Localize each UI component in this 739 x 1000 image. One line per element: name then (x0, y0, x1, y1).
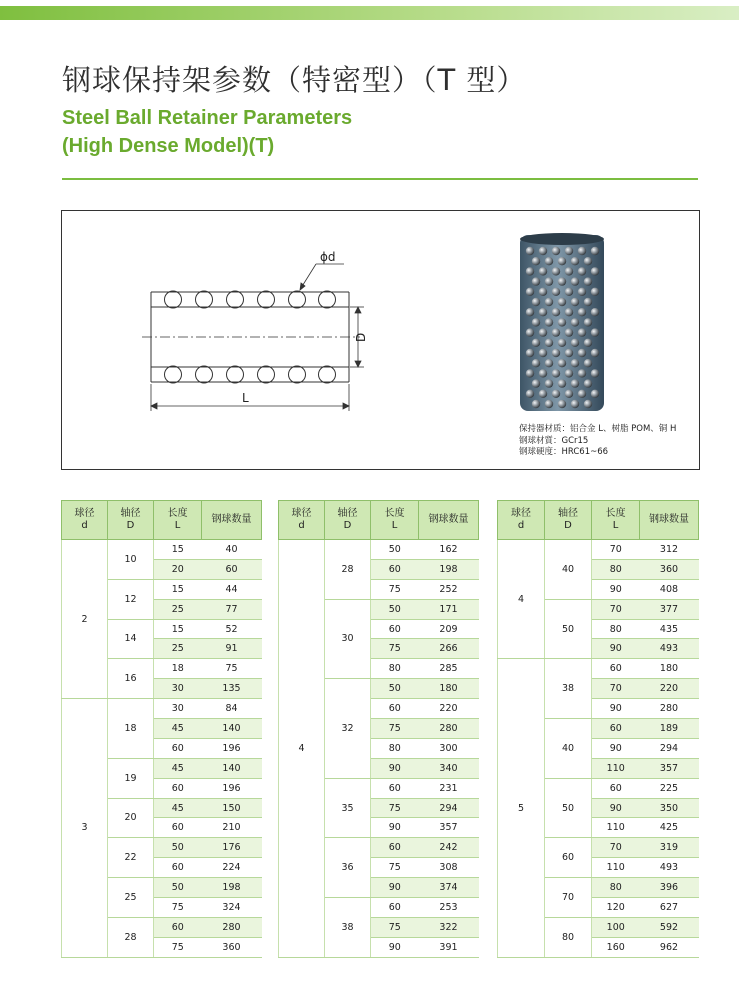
length-cell: 90 (371, 758, 419, 778)
steel-ball-mark (565, 328, 573, 336)
steel-ball-mark (578, 349, 586, 357)
ball-count-cell: 391 (419, 937, 479, 957)
shaft-diameter-cell: 20 (108, 798, 154, 838)
ball-count-cell: 435 (640, 619, 699, 639)
length-cell: 90 (592, 798, 640, 818)
steel-ball-mark (584, 298, 592, 306)
steel-ball-mark (532, 277, 540, 285)
ball-count-cell: 360 (202, 937, 262, 957)
length-cell: 80 (371, 738, 419, 758)
length-cell: 75 (154, 898, 202, 918)
length-cell: 110 (592, 758, 640, 778)
ball-count-cell: 135 (202, 679, 262, 699)
ball-count-cell: 84 (202, 699, 262, 719)
ball-count-cell: 196 (202, 738, 262, 758)
steel-ball-mark (545, 298, 553, 306)
steel-ball-mark (558, 257, 566, 265)
header-shaft-diameter: 轴径 D (108, 501, 154, 540)
length-cell: 50 (371, 540, 419, 560)
shaft-diameter-cell: 60 (545, 838, 592, 878)
length-cell: 90 (371, 878, 419, 898)
length-cell: 60 (371, 898, 419, 918)
dim-label-phi-d: ϕd (320, 250, 336, 264)
table-row (279, 540, 479, 560)
ball-count-cell: 493 (640, 858, 699, 878)
steel-ball-mark (545, 379, 553, 387)
steel-ball-mark (571, 359, 579, 367)
steel-ball-mark (545, 400, 553, 408)
shaft-diameter-cell: 35 (325, 778, 371, 838)
ball-count-cell: 324 (202, 898, 262, 918)
length-cell: 15 (154, 540, 202, 560)
steel-ball-mark (584, 257, 592, 265)
top-accent-bar (0, 6, 739, 20)
shaft-diameter-cell: 80 (545, 917, 592, 957)
steel-ball-mark (552, 369, 560, 377)
steel-ball-mark (552, 267, 560, 275)
shaft-diameter-cell: 22 (108, 838, 154, 878)
steel-ball-mark (532, 298, 540, 306)
steel-ball-mark (591, 308, 599, 316)
steel-ball-mark (565, 267, 573, 275)
ball-count-cell: 285 (419, 659, 479, 679)
length-cell: 110 (592, 858, 640, 878)
steel-ball-mark (552, 349, 560, 357)
ball-count-cell: 150 (202, 798, 262, 818)
ball-count-cell: 77 (202, 599, 262, 619)
length-cell: 60 (371, 699, 419, 719)
steel-ball-mark (565, 247, 573, 255)
header-shaft-diameter: 轴径 D (325, 501, 371, 540)
header-length: 长度 L (371, 501, 419, 540)
length-cell: 75 (371, 858, 419, 878)
ball-count-cell: 40 (202, 540, 262, 560)
dim-label-D: D (354, 332, 368, 342)
length-cell: 80 (592, 559, 640, 579)
steel-ball-mark (584, 400, 592, 408)
ball-count-cell: 225 (640, 778, 699, 798)
steel-ball-mark (565, 390, 573, 398)
steel-ball-mark (552, 288, 560, 296)
steel-ball-mark (584, 277, 592, 285)
length-cell: 15 (154, 619, 202, 639)
ball-count-cell: 242 (419, 838, 479, 858)
shaft-diameter-cell: 38 (545, 659, 592, 719)
ball-count-cell: 140 (202, 758, 262, 778)
ball-count-cell: 266 (419, 639, 479, 659)
steel-ball-mark (545, 257, 553, 265)
length-cell: 60 (371, 559, 419, 579)
length-cell: 110 (592, 818, 640, 838)
material-specs (519, 424, 676, 459)
ball-count-cell: 252 (419, 579, 479, 599)
shaft-diameter-cell: 14 (108, 619, 154, 659)
steel-ball-mark (552, 328, 560, 336)
steel-ball-mark (571, 339, 579, 347)
shaft-diameter-cell: 16 (108, 659, 154, 699)
length-cell: 15 (154, 579, 202, 599)
steel-ball-mark (591, 390, 599, 398)
steel-ball-mark (591, 369, 599, 377)
steel-ball-mark (584, 359, 592, 367)
steel-ball-mark (526, 390, 534, 398)
ball-count-cell: 180 (419, 679, 479, 699)
ball-count-cell: 319 (640, 838, 699, 858)
length-cell: 75 (371, 917, 419, 937)
length-cell: 75 (371, 579, 419, 599)
steel-ball-mark (532, 318, 540, 326)
steel-ball-mark (558, 359, 566, 367)
steel-ball-mark (539, 390, 547, 398)
ball-count-cell: 60 (202, 559, 262, 579)
steel-ball-mark (552, 390, 560, 398)
steel-ball-mark (539, 369, 547, 377)
spec-table-3 (497, 500, 699, 958)
ball-count-cell: 280 (202, 917, 262, 937)
steel-ball-mark (591, 267, 599, 275)
length-cell: 70 (592, 679, 640, 699)
steel-ball-mark (532, 400, 540, 408)
ball-count-cell: 308 (419, 858, 479, 878)
ball-count-cell: 322 (419, 917, 479, 937)
shaft-diameter-cell: 25 (108, 878, 154, 918)
steel-ball-mark (539, 288, 547, 296)
header-ball-diameter: 球径 d (62, 501, 108, 540)
ball-count-cell: 350 (640, 798, 699, 818)
ball-count-cell: 198 (202, 878, 262, 898)
length-cell: 70 (592, 599, 640, 619)
header-ball-diameter: 球径 d (498, 501, 545, 540)
steel-ball-mark (532, 359, 540, 367)
length-cell: 80 (371, 659, 419, 679)
length-cell: 90 (592, 738, 640, 758)
length-cell: 90 (592, 639, 640, 659)
steel-ball-mark (578, 267, 586, 275)
header-length: 长度 L (592, 501, 640, 540)
steel-ball-mark (571, 379, 579, 387)
length-cell: 45 (154, 798, 202, 818)
length-cell: 50 (154, 878, 202, 898)
length-cell: 50 (371, 599, 419, 619)
table-row (498, 659, 699, 679)
length-cell: 60 (154, 917, 202, 937)
length-cell: 60 (154, 818, 202, 838)
length-cell: 60 (154, 778, 202, 798)
spec-table-1 (61, 500, 262, 958)
steel-ball-mark (552, 247, 560, 255)
steel-ball-mark (584, 318, 592, 326)
spec-table-2 (278, 500, 479, 958)
ball-diameter-cell: 2 (62, 540, 108, 699)
steel-ball-mark (545, 277, 553, 285)
steel-ball-mark (558, 277, 566, 285)
ball-count-cell: 340 (419, 758, 479, 778)
table-row (62, 540, 262, 560)
ball-count-cell: 280 (419, 719, 479, 739)
ball-count-cell: 210 (202, 818, 262, 838)
steel-ball-mark (526, 328, 534, 336)
shaft-diameter-cell: 36 (325, 838, 371, 898)
steel-ball-mark (526, 267, 534, 275)
length-cell: 45 (154, 719, 202, 739)
length-cell: 120 (592, 898, 640, 918)
header-length: 长度 L (154, 501, 202, 540)
length-cell: 18 (154, 659, 202, 679)
shaft-diameter-cell: 10 (108, 540, 154, 580)
shaft-diameter-cell: 32 (325, 679, 371, 778)
shaft-diameter-cell: 18 (108, 699, 154, 759)
length-cell: 75 (371, 639, 419, 659)
length-cell: 25 (154, 599, 202, 619)
ball-count-cell: 180 (640, 659, 699, 679)
ball-count-cell: 220 (640, 679, 699, 699)
steel-ball-mark (539, 308, 547, 316)
steel-ball-mark (539, 349, 547, 357)
ball-diameter-cell: 3 (62, 699, 108, 958)
steel-ball-mark (545, 339, 553, 347)
title-divider (62, 178, 698, 180)
length-cell: 20 (154, 559, 202, 579)
steel-ball-mark (558, 298, 566, 306)
steel-ball-mark (571, 318, 579, 326)
steel-ball-mark (545, 359, 553, 367)
page-title-en-line1: Steel Ball Retainer Parameters (62, 107, 353, 129)
length-cell: 60 (592, 778, 640, 798)
ball-count-cell: 962 (640, 937, 699, 957)
length-cell: 80 (592, 619, 640, 639)
length-cell: 75 (371, 719, 419, 739)
shaft-diameter-cell: 70 (545, 878, 592, 918)
ball-count-cell: 75 (202, 659, 262, 679)
length-cell: 60 (154, 738, 202, 758)
length-cell: 45 (154, 758, 202, 778)
steel-ball-mark (558, 400, 566, 408)
steel-ball-mark (539, 328, 547, 336)
page-title-en-line2: (High Dense Model)(T) (62, 135, 275, 157)
length-cell: 30 (154, 679, 202, 699)
length-cell: 90 (371, 818, 419, 838)
ball-count-cell: 592 (640, 917, 699, 937)
steel-ball-mark (591, 328, 599, 336)
ball-count-cell: 396 (640, 878, 699, 898)
shaft-diameter-cell: 28 (325, 540, 371, 600)
ball-count-cell: 374 (419, 878, 479, 898)
header-ball-count: 钢球数量 (419, 501, 479, 540)
steel-ball-mark (571, 257, 579, 265)
ball-count-cell: 140 (202, 719, 262, 739)
table-row (498, 540, 699, 560)
ball-count-cell: 312 (640, 540, 699, 560)
steel-ball-mark (571, 277, 579, 285)
ball-count-cell: 280 (640, 699, 699, 719)
length-cell: 50 (371, 679, 419, 699)
steel-ball-mark (558, 318, 566, 326)
ball-count-cell: 360 (640, 559, 699, 579)
length-cell: 30 (154, 699, 202, 719)
steel-ball-mark (539, 267, 547, 275)
length-cell: 50 (154, 838, 202, 858)
steel-ball-mark (565, 308, 573, 316)
steel-ball-mark (558, 379, 566, 387)
ball-count-cell: 253 (419, 898, 479, 918)
ball-count-cell: 198 (419, 559, 479, 579)
steel-ball-mark (532, 257, 540, 265)
material-retainer: 保持器材质：铝合金 L、树脂 POM、铜 H (519, 424, 677, 434)
shaft-diameter-cell: 50 (545, 599, 592, 659)
length-cell: 60 (371, 619, 419, 639)
length-cell: 160 (592, 937, 640, 957)
steel-ball-mark (532, 379, 540, 387)
header-ball-count: 钢球数量 (640, 501, 699, 540)
ball-diameter-cell: 4 (498, 540, 545, 659)
steel-ball-mark (591, 247, 599, 255)
length-cell: 25 (154, 639, 202, 659)
ball-count-cell: 425 (640, 818, 699, 838)
length-cell: 60 (371, 778, 419, 798)
ball-count-cell: 196 (202, 778, 262, 798)
steel-ball-mark (584, 339, 592, 347)
ball-count-cell: 408 (640, 579, 699, 599)
steel-ball-mark (578, 308, 586, 316)
material-ball: 钢球材質：GCr15 (519, 435, 589, 446)
ball-count-cell: 224 (202, 858, 262, 878)
steel-ball-mark (565, 349, 573, 357)
length-cell: 100 (592, 917, 640, 937)
steel-ball-mark (526, 349, 534, 357)
shaft-diameter-cell: 28 (108, 917, 154, 957)
shaft-diameter-cell: 40 (545, 540, 592, 600)
steel-ball-mark (578, 390, 586, 398)
ball-count-cell: 231 (419, 778, 479, 798)
shaft-diameter-cell: 50 (545, 778, 592, 838)
length-cell: 90 (592, 579, 640, 599)
steel-ball-mark (571, 298, 579, 306)
table-row (62, 699, 262, 719)
steel-ball-mark (526, 288, 534, 296)
page-title-cn: 钢球保持架参数（特密型）（T 型） (62, 63, 527, 97)
steel-ball-mark (565, 288, 573, 296)
steel-ball-mark (578, 328, 586, 336)
steel-ball-mark (558, 339, 566, 347)
steel-ball-mark (578, 369, 586, 377)
ball-count-cell: 44 (202, 579, 262, 599)
material-hardness: 钢球硬度：HRC61~66 (519, 447, 609, 457)
steel-ball-mark (578, 247, 586, 255)
steel-ball-mark (545, 318, 553, 326)
steel-ball-mark (552, 308, 560, 316)
ball-count-cell: 294 (640, 738, 699, 758)
length-cell: 75 (154, 937, 202, 957)
ball-diameter-cell: 5 (498, 659, 545, 957)
steel-ball-mark (526, 308, 534, 316)
length-cell: 70 (592, 838, 640, 858)
ball-count-cell: 171 (419, 599, 479, 619)
dim-label-L: L (242, 391, 249, 405)
ball-count-cell: 357 (419, 818, 479, 838)
steel-ball-mark (578, 288, 586, 296)
steel-ball-mark (539, 247, 547, 255)
ball-count-cell: 189 (640, 719, 699, 739)
length-cell: 70 (592, 540, 640, 560)
header-shaft-diameter: 轴径 D (545, 501, 592, 540)
ball-count-cell: 300 (419, 738, 479, 758)
ball-count-cell: 176 (202, 838, 262, 858)
steel-ball-mark (591, 288, 599, 296)
length-cell: 80 (592, 878, 640, 898)
header-ball-count: 钢球数量 (202, 501, 262, 540)
steel-ball-mark (591, 349, 599, 357)
steel-ball-mark (584, 379, 592, 387)
ball-count-cell: 627 (640, 898, 699, 918)
length-cell: 75 (371, 798, 419, 818)
shaft-diameter-cell: 30 (325, 599, 371, 679)
header-ball-diameter: 球径 d (279, 501, 325, 540)
length-cell: 60 (592, 659, 640, 679)
ball-count-cell: 220 (419, 699, 479, 719)
retainer-product-photo (512, 229, 622, 429)
shaft-diameter-cell: 40 (545, 719, 592, 779)
ball-count-cell: 493 (640, 639, 699, 659)
ball-count-cell: 377 (640, 599, 699, 619)
length-cell: 60 (592, 719, 640, 739)
steel-ball-mark (532, 339, 540, 347)
shaft-diameter-cell: 12 (108, 579, 154, 619)
steel-ball-mark (565, 369, 573, 377)
shaft-diameter-cell: 19 (108, 758, 154, 798)
length-cell: 90 (371, 937, 419, 957)
ball-count-cell: 294 (419, 798, 479, 818)
steel-ball-mark (571, 400, 579, 408)
ball-count-cell: 91 (202, 639, 262, 659)
length-cell: 90 (592, 699, 640, 719)
ball-count-cell: 209 (419, 619, 479, 639)
ball-count-cell: 357 (640, 758, 699, 778)
length-cell: 60 (371, 838, 419, 858)
length-cell: 60 (154, 858, 202, 878)
ball-count-cell: 162 (419, 540, 479, 560)
ball-diameter-cell: 4 (279, 540, 325, 958)
steel-ball-mark (526, 247, 534, 255)
steel-ball-mark (526, 369, 534, 377)
shaft-diameter-cell: 38 (325, 898, 371, 958)
ball-count-cell: 52 (202, 619, 262, 639)
